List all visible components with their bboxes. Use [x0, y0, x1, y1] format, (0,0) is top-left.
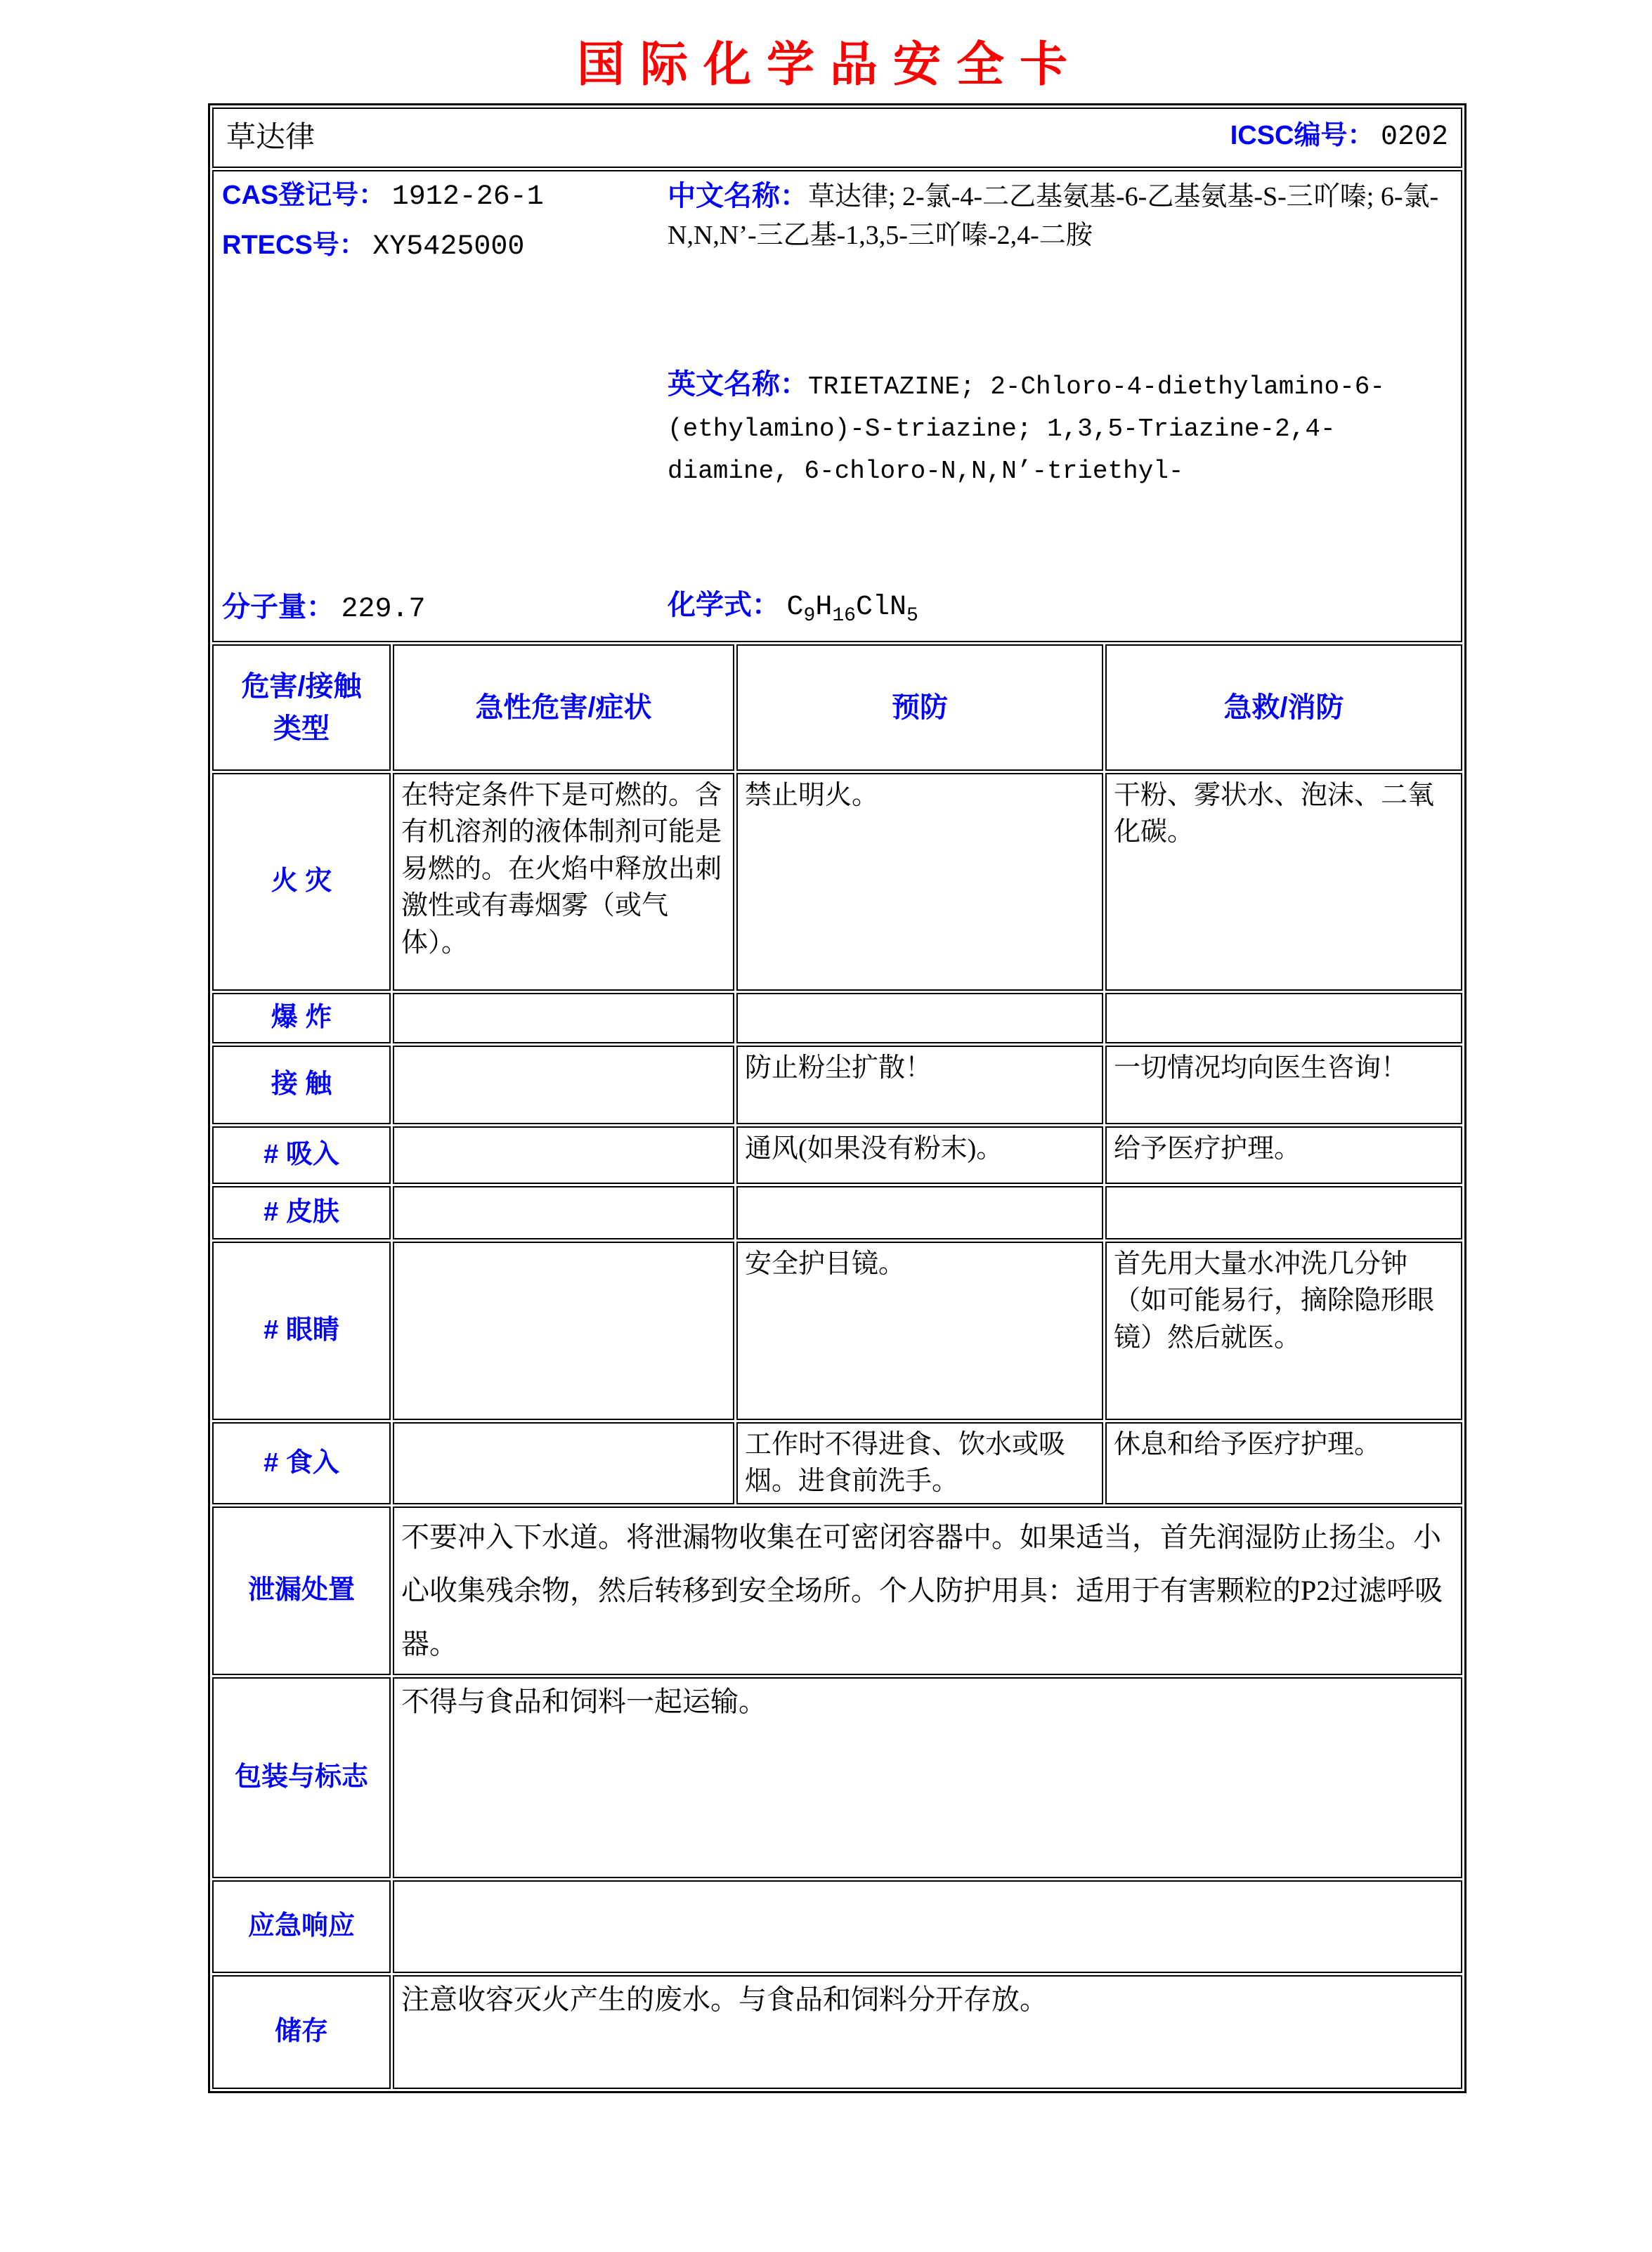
header-prevention: 预防: [736, 644, 1103, 771]
fire-label: 火 灾: [212, 773, 391, 991]
skin-prevention-cell: [736, 1186, 1103, 1239]
eyes-row: [212, 1242, 1462, 1420]
skin-first-aid-cell: [1105, 1186, 1462, 1239]
explosion-row: [212, 993, 1462, 1043]
chinese-name-block: [668, 176, 1444, 255]
emergency-response-text-cell: [393, 1880, 1462, 1973]
emergency-response-label: 应急响应: [212, 1880, 391, 1973]
eyes-first-aid-cell: 首先用大量水冲洗几分钟（如可能易行，摘除隐形眼镜）然后就医。: [1105, 1242, 1462, 1420]
icsc-number-value: 0202: [1381, 122, 1449, 154]
exposure-first-aid-cell: 一切情况均向医生咨询！: [1105, 1046, 1462, 1124]
cas-number-line: [222, 177, 544, 217]
english-name-block: [668, 363, 1444, 492]
storage-label: 储存: [212, 1975, 391, 2089]
inhalation-row: [212, 1126, 1462, 1184]
chinese-name-label: 中文名称：: [668, 181, 808, 211]
explosion-first-aid-cell: [1105, 993, 1462, 1043]
card-header-cell: [212, 108, 1462, 168]
header-hazard-type-line2: 类型: [273, 713, 330, 744]
molecular-weight-label: 分子量：: [222, 592, 334, 623]
fire-first-aid-cell: 干粉、雾状水、泡沫、二氧化碳。: [1105, 773, 1462, 991]
rtecs-number-value: XY5425000: [372, 231, 525, 263]
packaging-row: [212, 1677, 1462, 1878]
header-first-aid: 急救/消防: [1105, 644, 1462, 771]
molecular-weight-block: [222, 587, 426, 630]
inhalation-prevention-cell: 通风(如果没有粉末)。: [736, 1126, 1103, 1184]
identifiers-cell: [212, 170, 1462, 642]
header-hazard-type: [212, 644, 391, 771]
inhalation-first-aid-cell: 给予医疗护理。: [1105, 1126, 1462, 1184]
explosion-label: 爆 炸: [212, 993, 391, 1043]
ingestion-prevention-cell: 工作时不得进食、饮水或吸烟。进食前洗手。: [736, 1422, 1103, 1504]
eyes-symptoms-cell: [393, 1242, 734, 1420]
fire-symptoms-cell: 在特定条件下是可燃的。含有机溶剂的液体制剂可能是易燃的。在火焰中释放出刺激性或有毒烟雾（或气体）。: [393, 773, 734, 991]
icsc-card-table: [208, 103, 1466, 2093]
identifiers-row: [212, 170, 1462, 642]
exposure-prevention-cell: 防止粉尘扩散！: [736, 1046, 1103, 1124]
header-hazard-type-line1: 危害/接触: [241, 671, 362, 702]
explosion-prevention-cell: [736, 993, 1103, 1043]
icsc-number-label: ICSC编号：: [1230, 121, 1374, 151]
spill-disposal-text-cell: 不要冲入下水道。将泄漏物收集在可密闭容器中。如果适当，首先润湿防止扬尘。小心收集残余物，然后转移到安全场所。个人防护用具：适用于有害颗粒的P2过滤呼吸器。: [393, 1506, 1462, 1675]
ingestion-first-aid-cell: 休息和给予医疗护理。: [1105, 1422, 1462, 1504]
english-name-value: TRIETAZINE; 2-Chloro-4-diethylamino-6-(ethylamino)-S-triazine; 1,3,5-Triazine-2,4-diamine, 6-chloro-N,N,N’-triethyl-: [668, 372, 1385, 486]
spill-disposal-label: 泄漏处置: [212, 1506, 391, 1675]
eyes-prevention-cell: 安全护目镜。: [736, 1242, 1103, 1420]
storage-row: [212, 1975, 1462, 2089]
skin-symptoms-cell: [393, 1186, 734, 1239]
exposure-row: [212, 1046, 1462, 1124]
ingestion-row: [212, 1422, 1462, 1504]
rtecs-number-label: RTECS号：: [222, 230, 366, 260]
inhalation-label: # 吸入: [212, 1126, 391, 1184]
substance-name: 草达律: [226, 121, 316, 154]
chemical-formula-value: $C_9H_{16}ClN_5$: [786, 591, 918, 627]
ingestion-label: # 食入: [212, 1422, 391, 1504]
inhalation-symptoms-cell: [393, 1126, 734, 1184]
ingestion-symptoms-cell: [393, 1422, 734, 1504]
english-name-label: 英文名称：: [668, 369, 808, 400]
header-symptoms: 急性危害/症状: [393, 644, 734, 771]
exposure-symptoms-cell: [393, 1046, 734, 1124]
packaging-text-cell: 不得与食品和饲料一起运输。: [393, 1677, 1462, 1878]
explosion-symptoms-cell: [393, 993, 734, 1043]
cas-number-value: 1912-26-1: [391, 181, 544, 213]
chinese-name-value: 草达律; 2-氯-4-二乙基氨基-6-乙基氨基-S-三吖嗪; 6-氯-N,N,N’-三乙基-1,3,5-三吖嗪-2,4-二胺: [668, 182, 1439, 251]
exposure-label: 接 触: [212, 1046, 391, 1124]
molecular-weight-value: 229.7: [341, 594, 426, 625]
skin-row: [212, 1186, 1462, 1239]
eyes-label: # 眼睛: [212, 1242, 391, 1420]
rtecs-number-line: [222, 227, 544, 267]
skin-label: # 皮肤: [212, 1186, 391, 1239]
fire-prevention-cell: 禁止明火。: [736, 773, 1103, 991]
registry-numbers-block: [222, 177, 544, 277]
cas-number-label: CAS登记号：: [222, 181, 386, 210]
spill-disposal-row: [212, 1506, 1462, 1675]
storage-text-cell: 注意收容灭火产生的废水。与食品和饲料分开存放。: [393, 1975, 1462, 2089]
page-title: 国际化学品安全卡: [576, 38, 1083, 91]
emergency-response-row: [212, 1880, 1462, 1973]
hazard-table-header-row: [212, 644, 1462, 771]
icsc-number-group: [1230, 117, 1448, 157]
card-header-row: [212, 108, 1462, 168]
fire-row: [212, 773, 1462, 991]
packaging-label: 包装与标志: [212, 1677, 391, 1878]
chemical-formula-label: 化学式：: [668, 589, 780, 620]
chemical-formula-block: [668, 585, 918, 630]
